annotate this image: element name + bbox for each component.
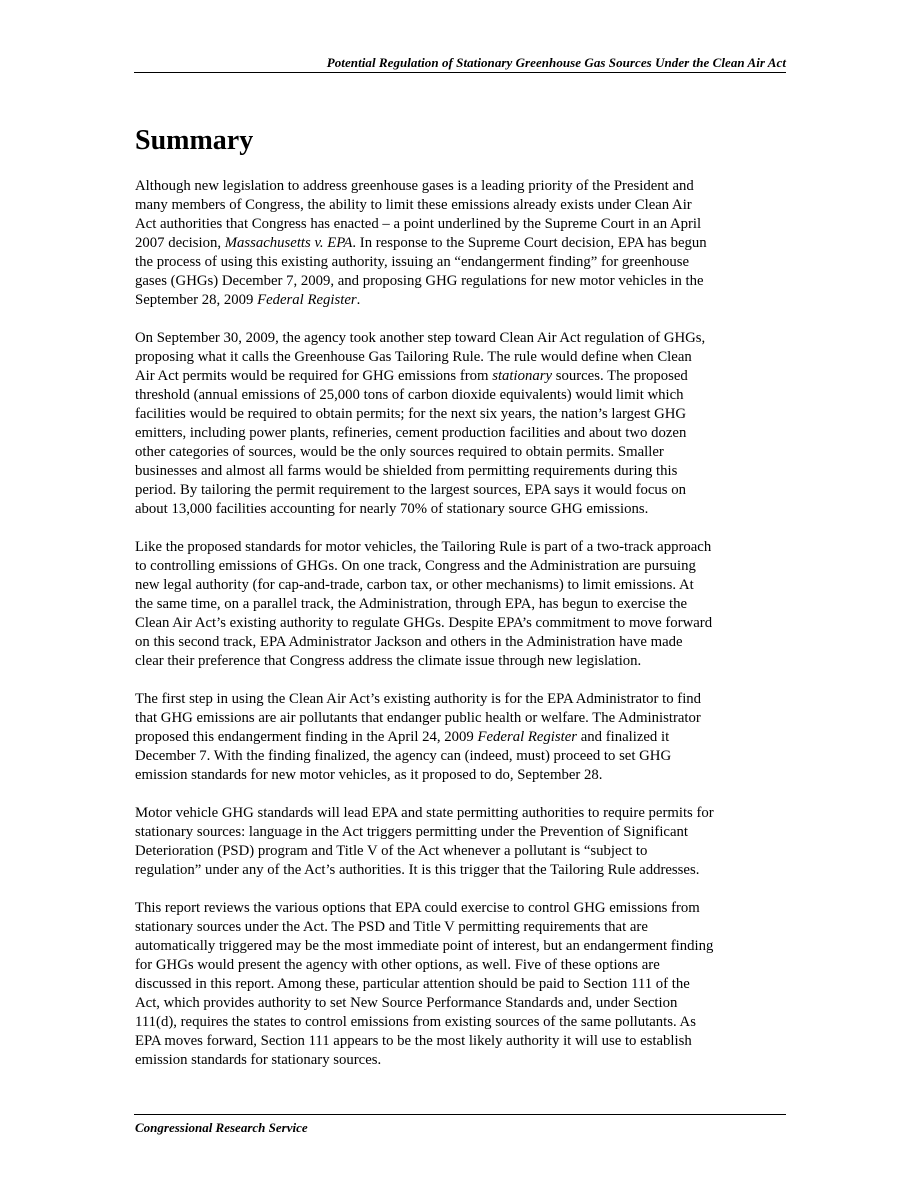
text-line (135, 975, 789, 994)
text-line (135, 196, 789, 215)
text-run: Like the proposed standards for motor vehicles, the Tailoring Rule is part of a two-track approach (135, 539, 712, 555)
text-run: automatically triggered may be the most immediate point of interest, but an endangerment finding (135, 938, 714, 954)
text-run: the process of using this existing authority, issuing an “endangerment finding” for greenhouse (135, 254, 690, 270)
text-run: The first step in using the Clean Air Act’s existing authority is for the EPA Administrator to find (135, 691, 702, 707)
italic-text: Federal Register (477, 729, 578, 745)
text-line (135, 899, 789, 918)
text-run: Clean Air Act’s existing authority to regulate GHGs. Despite EPA’s commitment to move forward (135, 615, 713, 631)
paragraph (135, 538, 789, 671)
text-run: 2007 decision, (135, 235, 225, 251)
text-run: regulation” under any of the Act’s authorities. It is this trigger that the Tailoring Rule addresses. (135, 862, 700, 878)
summary-body (135, 177, 789, 1089)
text-run: on this second track, EPA Administrator Jackson and others in the Administration have made (135, 634, 683, 650)
page-title: Summary (135, 125, 254, 156)
text-line (135, 177, 789, 196)
text-line (135, 994, 789, 1013)
text-run: and finalized it (577, 729, 670, 745)
text-run: emission standards for stationary sources. (135, 1052, 382, 1068)
text-run: gases (GHGs) December 7, 2009, and proposing GHG regulations for new motor vehicles in the (135, 273, 704, 289)
text-line (135, 386, 789, 405)
paragraph (135, 899, 789, 1070)
text-run: This report reviews the various options that EPA could exercise to control GHG emissions from (135, 900, 700, 916)
text-run: Act authorities that Congress has enacted – a point underlined by the Supreme Court in an April (135, 216, 702, 232)
running-footer: Congressional Research Service (135, 1120, 308, 1135)
text-run: Act, which provides authority to set New Source Performance Standards and, under Section (135, 995, 678, 1011)
text-line (135, 291, 789, 310)
text-line (135, 747, 789, 766)
text-run: 111(d), requires the states to control emissions from existing sources of the same pollutants. As (135, 1014, 696, 1030)
footer-rule (134, 1114, 786, 1115)
text-line (135, 1013, 789, 1032)
paragraph (135, 690, 789, 785)
text-line (135, 766, 789, 785)
text-run: Although new legislation to address greenhouse gases is a leading priority of the President and (135, 178, 694, 194)
text-line (135, 842, 789, 861)
italic-text: Federal Register (257, 292, 357, 308)
text-run: other categories of sources, would be the only sources required to obtain permits. Smaller (135, 444, 664, 460)
text-run: emitters, including power plants, refineries, cement production facilities and about two dozen (135, 425, 687, 441)
text-run: new legal authority (for cap-and-trade, carbon tax, or other mechanisms) to limit emissions. At (135, 577, 694, 593)
text-line (135, 1032, 789, 1051)
text-run: emission standards for new motor vehicles, as it proposed to do, September 28. (135, 767, 603, 783)
text-line (135, 823, 789, 842)
text-line (135, 614, 789, 633)
italic-text: Massachusetts v. EPA (224, 235, 353, 251)
text-run: to controlling emissions of GHGs. On one track, Congress and the Administration are pursuing (135, 558, 696, 574)
text-run: proposed this endangerment finding in the April 24, 2009 (135, 729, 478, 745)
header-rule (134, 72, 786, 73)
text-run: Motor vehicle GHG standards will lead EPA and state permitting authorities to require permits for (135, 805, 714, 821)
text-run: businesses and almost all farms would be shielded from permitting requirements during this (135, 463, 678, 479)
paragraph (135, 804, 789, 880)
text-line (135, 272, 789, 291)
text-run: . (356, 292, 361, 308)
paragraph (135, 329, 789, 519)
text-run: threshold (annual emissions of 25,000 tons of carbon dioxide equivalents) would limit which (135, 387, 684, 403)
text-run: facilities would be required to obtain permits; for the next six years, the nation’s largest GHG (135, 406, 687, 422)
text-line (135, 918, 789, 937)
text-run: stationary sources: language in the Act triggers permitting under the Prevention of Significant (135, 824, 688, 840)
text-line (135, 937, 789, 956)
text-line (135, 443, 789, 462)
text-line (135, 481, 789, 500)
text-line (135, 405, 789, 424)
text-run: EPA moves forward, Section 111 appears to be the most likely authority it will use to establish (135, 1033, 692, 1049)
text-line (135, 709, 789, 728)
text-run: sources. The proposed (552, 368, 688, 384)
text-run: stationary sources under the Act. The PSD and Title V permitting requirements that are (135, 919, 648, 935)
text-line (135, 500, 789, 519)
running-header: Potential Regulation of Stationary Greenhouse Gas Sources Under the Clean Air Act (326, 55, 786, 70)
text-line (135, 595, 789, 614)
text-run: discussed in this report. Among these, particular attention should be paid to Section 111 of the (135, 976, 690, 992)
text-line (135, 234, 789, 253)
text-line (135, 557, 789, 576)
text-run: many members of Congress, the ability to limit these emissions already exists under Clean Air (135, 197, 692, 213)
text-line (135, 804, 789, 823)
text-run: that GHG emissions are air pollutants that endanger public health or welfare. The Administrator (135, 710, 701, 726)
text-line (135, 348, 789, 367)
text-run: period. By tailoring the permit requirement to the largest sources, EPA says it would focus on (135, 482, 686, 498)
text-line (135, 424, 789, 443)
text-line (135, 690, 789, 709)
text-run: December 7. With the finding finalized, the agency can (indeed, must) proceed to set GHG (135, 748, 672, 764)
text-line (135, 728, 789, 747)
text-line (135, 253, 789, 272)
text-line (135, 576, 789, 595)
text-run: clear their preference that Congress address the climate issue through new legislation. (135, 653, 642, 669)
text-run: about 13,000 facilities accounting for nearly 70% of stationary source GHG emissions. (135, 501, 649, 517)
text-line (135, 1051, 789, 1070)
text-run: On September 30, 2009, the agency took another step toward Clean Air Act regulation of GHGs, (135, 330, 706, 346)
text-line (135, 215, 789, 234)
text-line (135, 633, 789, 652)
text-run: Deterioration (PSD) program and Title V of the Act whenever a pollutant is “subject to (135, 843, 648, 859)
text-run: proposing what it calls the Greenhouse Gas Tailoring Rule. The rule would define when Clean (135, 349, 692, 365)
text-line (135, 329, 789, 348)
text-run: Air Act permits would be required for GHG emissions from (135, 368, 493, 384)
text-line (135, 956, 789, 975)
text-line (135, 367, 789, 386)
text-line (135, 538, 789, 557)
text-line (135, 861, 789, 880)
text-line (135, 652, 789, 671)
text-run: . In response to the Supreme Court decision, EPA has begun (352, 235, 707, 251)
text-run: the same time, on a parallel track, the Administration, through EPA, has begun to exercise the (135, 596, 688, 612)
paragraph (135, 177, 789, 310)
italic-text: stationary (492, 368, 553, 384)
text-run: for GHGs would present the agency with other options, as well. Five of these options are (135, 957, 660, 973)
text-line (135, 462, 789, 481)
text-run: September 28, 2009 (135, 292, 258, 308)
